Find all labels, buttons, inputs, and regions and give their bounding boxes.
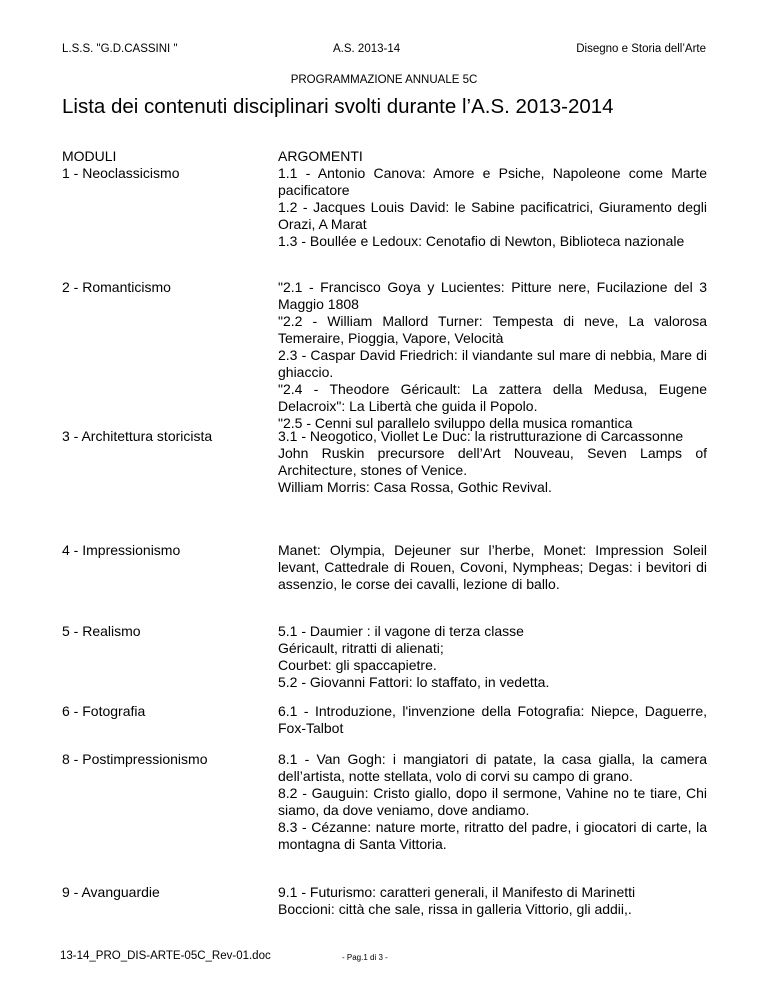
topic-line: 1.3 - Boullée e Ledoux: Cenotafio di Newton, Biblioteca nazionale (278, 233, 685, 249)
topic-line: 8.1 - Van Gogh: i mangiatori di patate, la casa gialla, la camera dell’artista, notte stellata, volo di corvi su campo di grano. (278, 751, 707, 784)
header-subject: Disegno e Storia dell’Arte (576, 43, 706, 55)
module-name: 8 - Postimpressionismo (62, 751, 208, 767)
column-header-argomenti: ARGOMENTI (278, 148, 363, 164)
module-topics (278, 165, 707, 250)
module-topics (278, 703, 707, 737)
topic-line: 6.1 - Introduzione, l'invenzione della Fotografia: Niepce, Daguerre, Fox-Talbot (278, 703, 707, 736)
document-title: Lista dei contenuti disciplinari svolti durante l’A.S. 2013-2014 (62, 95, 614, 118)
topic-line: "2.5 - Cenni sul parallelo sviluppo della musica romantica (278, 415, 633, 431)
footer-filename: 13-14_PRO_DIS-ARTE-05C_Rev-01.doc (60, 950, 271, 962)
topic-line: Courbet: gli spaccapietre. (278, 657, 437, 673)
header-school: L.S.S. "G.D.CASSINI " (62, 43, 178, 55)
topic-line: John Ruskin precursore dell’Art Nouveau, Seven Lamps of Architecture, stones of Venice. (278, 445, 707, 478)
module-name: 6 - Fotografia (62, 703, 146, 719)
module-topics (278, 428, 707, 496)
footer-page-number: - Pag.1 di 3 - (342, 953, 388, 962)
topic-line: 3.1 - Neogotico, Viollet Le Duc: la ristrutturazione di Carcassonne (278, 428, 684, 444)
module-name: 2 - Romanticismo (62, 279, 171, 295)
column-header-moduli: MODULI (62, 148, 117, 164)
topic-line: 1.1 - Antonio Canova: Amore e Psiche, Napoleone come Marte pacificatore (278, 165, 707, 198)
module-topics (278, 279, 707, 432)
topic-line: Boccioni: città che sale, rissa in galleria Vittorio, gli addii,. (278, 901, 632, 917)
topic-line: Géricault, ritratti di alienati; (278, 640, 444, 656)
module-topics (278, 542, 707, 593)
topic-line: 1.2 - Jacques Louis David: le Sabine pacificatrici, Giuramento degli Orazi, A Marat (278, 199, 707, 232)
module-topics (278, 884, 707, 918)
module-name: 4 - Impressionismo (62, 542, 181, 558)
module-name: 1 - Neoclassicismo (62, 165, 180, 181)
topic-line: "2.4 - Theodore Géricault: La zattera della Medusa, Eugene Delacroix": La Libertà che guida il Popolo. (278, 381, 707, 414)
topic-line: 8.3 - Cézanne: nature morte, ritratto del padre, i giocatori di carte, la montagna di Santa Vittoria. (278, 819, 707, 852)
topic-line: 5.1 - Daumier : il vagone di terza classe (278, 623, 524, 639)
module-name: 5 - Realismo (62, 623, 141, 639)
topic-line: William Morris: Casa Rossa, Gothic Revival. (278, 479, 552, 495)
module-name: 9 - Avanguardie (62, 884, 160, 900)
topic-line: Manet: Olympia, Dejeuner sur l’herbe, Monet: Impression Soleil levant, Cattedrale di Rouen, Covoni, Nympheas; Degas: i bevitori di assenzio, le corse dei cavalli, lezione di ballo. (278, 542, 707, 592)
topic-line: 2.3 - Caspar David Friedrich: il viandante sul mare di nebbia, Mare di ghiaccio. (278, 347, 707, 380)
document-subtitle: PROGRAMMAZIONE ANNUALE 5C (290, 74, 478, 86)
topic-line: "2.2 - William Mallord Turner: Tempesta di neve, La valorosa Temeraire, Pioggia, Vapore, Velocità (278, 313, 707, 346)
module-topics (278, 623, 707, 691)
topic-line: 9.1 - Futurismo: caratteri generali, il Manifesto di Marinetti (278, 884, 636, 900)
topic-line: 5.2 - Giovanni Fattori: lo staffato, in vedetta. (278, 674, 550, 690)
module-topics (278, 751, 707, 853)
module-name: 3 - Architettura storicista (62, 428, 213, 444)
topic-line: 8.2 - Gauguin: Cristo giallo, dopo il sermone, Vahine no te tiare, Chi siamo, da dove veniamo, dove andiamo. (278, 785, 707, 818)
header-year: A.S. 2013-14 (333, 43, 401, 55)
topic-line: "2.1 - Francisco Goya y Lucientes: Pitture nere, Fucilazione del 3 Maggio 1808 (278, 279, 707, 312)
